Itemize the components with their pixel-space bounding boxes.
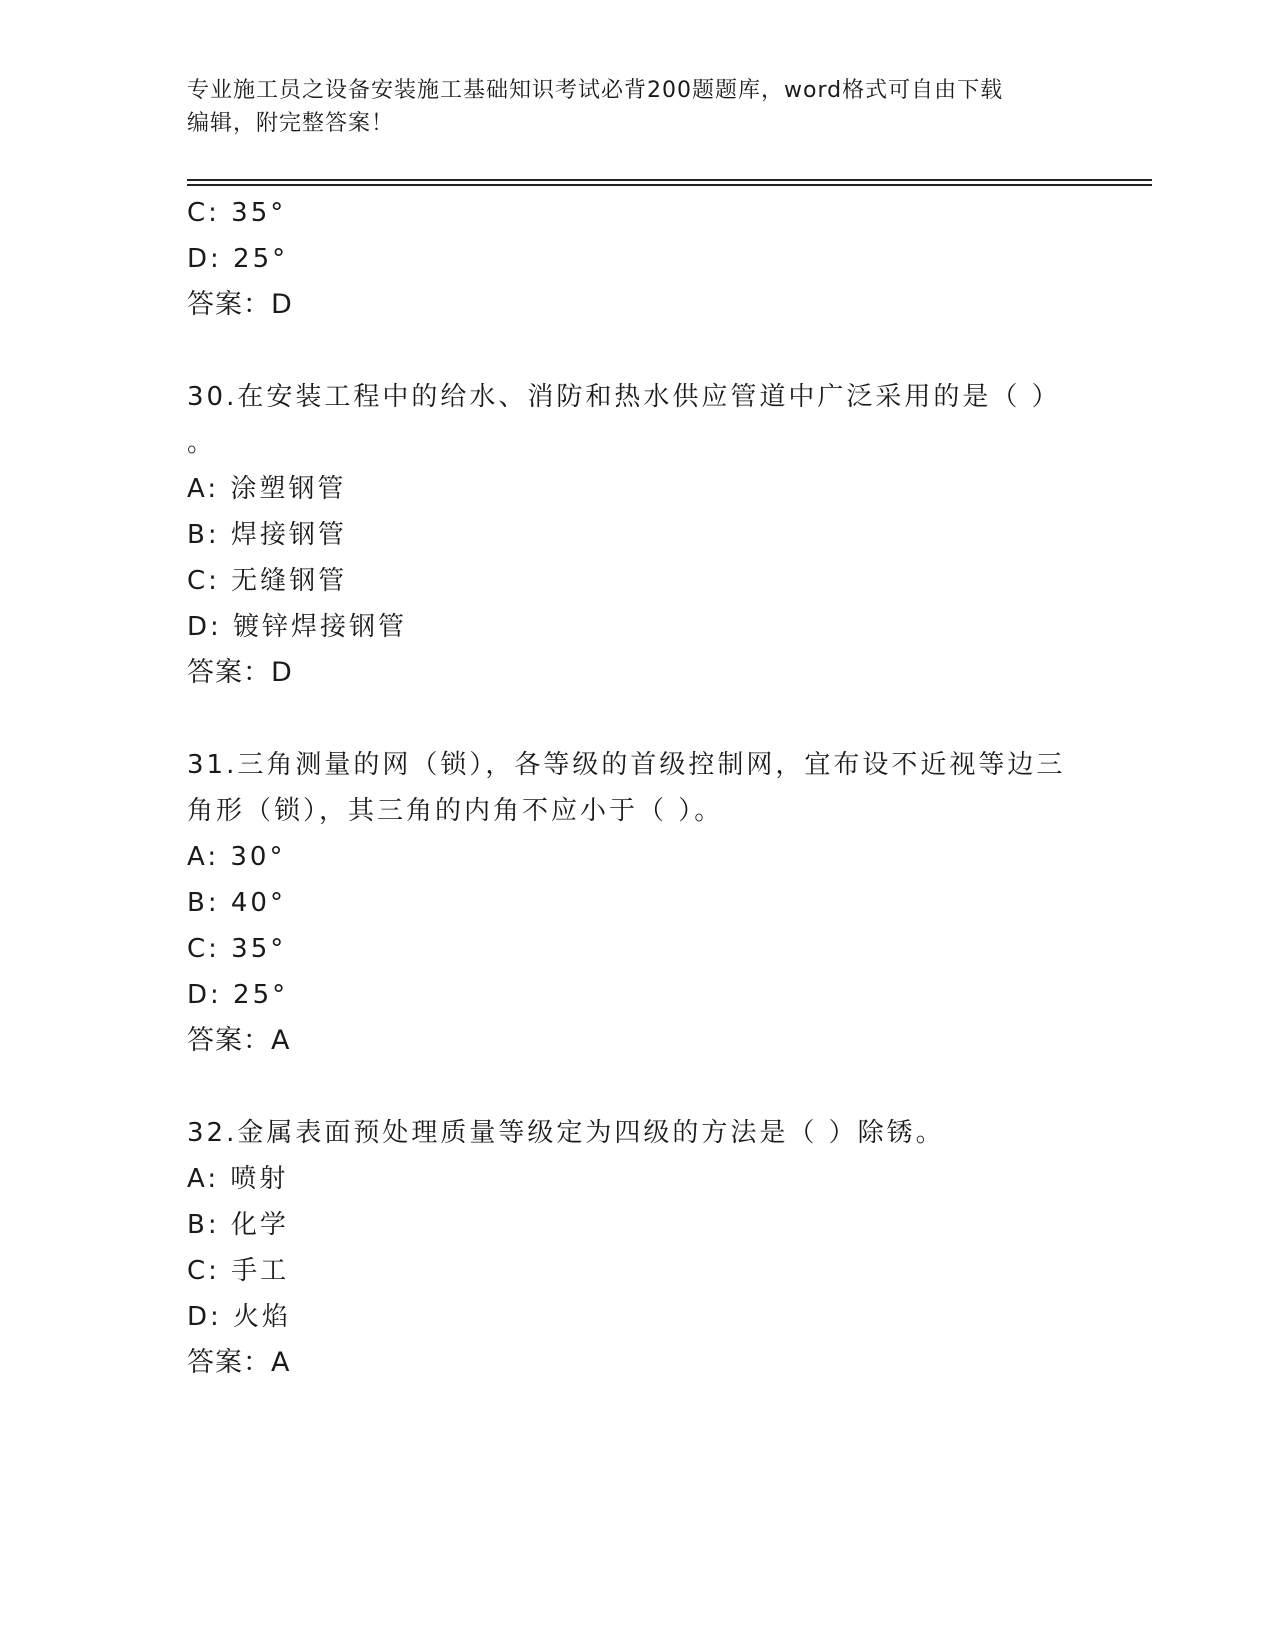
option-c: C: 无缝钢管: [187, 566, 348, 596]
option-b: B: 化学: [187, 1210, 289, 1240]
option-b: B: 焊接钢管: [187, 520, 347, 550]
option-c: C: 手工: [187, 1256, 290, 1286]
spacer: [187, 328, 1087, 374]
header-line-1: 专业施工员之设备安装施工基础知识考试必背200题题库，word格式可自由下载: [187, 78, 1004, 103]
answer-line: 答案：A: [187, 1025, 291, 1056]
header-divider-bottom: [187, 184, 1152, 186]
question-31: [187, 742, 1087, 1064]
question-text-line: 角形（锁），其三角的内角不应小于（ ）。: [187, 796, 724, 826]
option-b: B: 40°: [187, 888, 286, 918]
answer-line: 答案：D: [187, 289, 293, 320]
question-32: [187, 1110, 1087, 1386]
option-a: A: 涂塑钢管: [187, 474, 347, 504]
question-30: [187, 374, 1087, 696]
question-list: [187, 190, 1087, 1386]
document-header: [187, 74, 1067, 140]
option-d: D: 25°: [187, 980, 289, 1010]
option-a: A: 喷射: [187, 1164, 289, 1194]
question-text-line: 32.金属表面预处理质量等级定为四级的方法是（ ）除锈。: [187, 1118, 945, 1148]
answer-line: 答案：A: [187, 1347, 291, 1378]
option-c: C: 35°: [187, 198, 287, 228]
header-divider-top: [187, 179, 1152, 181]
answer-line: 答案：D: [187, 657, 293, 688]
spacer: [187, 696, 1087, 742]
option-a: A: 30°: [187, 842, 286, 872]
option-c: C: 35°: [187, 934, 287, 964]
spacer: [187, 1064, 1087, 1110]
option-d: D: 镀锌焊接钢管: [187, 612, 408, 642]
option-d: D: 25°: [187, 244, 289, 274]
previous-question-tail: [187, 190, 1087, 328]
option-d: D: 火焰: [187, 1302, 292, 1332]
question-text-line: 30.在安装工程中的给水、消防和热水供应管道中广泛采用的是（ ）: [187, 382, 1061, 412]
header-line-2: 编辑，附完整答案！: [187, 111, 395, 136]
question-text-line: 31.三角测量的网（锁），各等级的首级控制网，宜布设不近视等边三: [187, 750, 1066, 780]
question-text-line: 。: [187, 428, 217, 458]
